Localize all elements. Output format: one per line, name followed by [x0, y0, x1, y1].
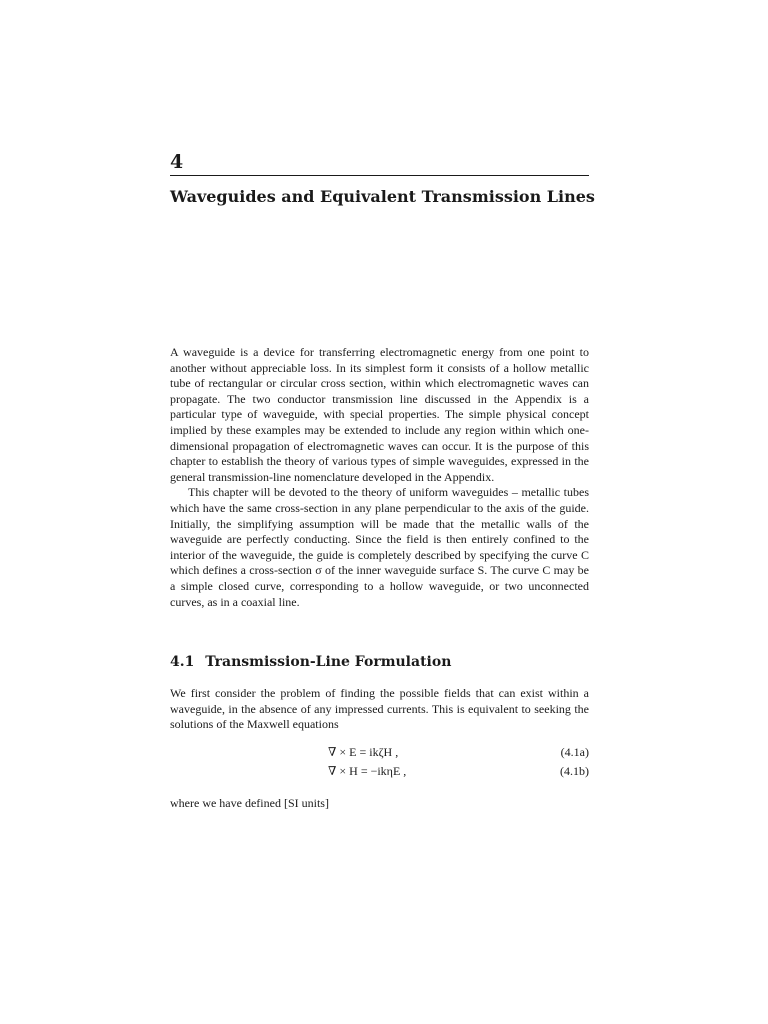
section-number: 4.1: [170, 654, 195, 670]
intro-paragraph-1: A waveguide is a device for transferring electromagnetic energy from one point to another without appreciable loss. In its simplest form it consists of a hollow metallic tube of rectangular or circular cross section, within which electromagnetic waves can propagate. The two conductor transmission line discussed in the Appendix is a particular type of waveguide, with special properties. The simple physical concept implied by these examples may be extended to include any region within which one-dimensional propagation of electromagnetic waves can occur. It is the purpose of this chapter to establish the theory of various types of simple waveguides, expressed in the general transmission-line nomenclature developed in the Appendix.: [170, 345, 589, 484]
equation-expression: ∇ × E = ikζH ,: [328, 745, 399, 759]
equation-expression: ∇ × H = −ikηE ,: [328, 764, 407, 778]
intro-text: [170, 345, 589, 610]
equation-tag: (4.1a): [560, 745, 589, 759]
chapter-title: Waveguides and Equivalent Transmission Lines: [170, 187, 595, 206]
equation-4-1a: [170, 743, 589, 761]
section-title: Transmission-Line Formulation: [205, 654, 452, 670]
equation-4-1b: [170, 762, 589, 780]
chapter-number: 4: [170, 151, 184, 173]
section-paragraph: We first consider the problem of finding the possible fields that can exist within a waveguide, in the absence of any impressed currents. This is equivalent to seeking the solutions of the Maxwell equations: [170, 686, 589, 732]
equation-tag: (4.1b): [560, 764, 589, 778]
section-heading: [170, 653, 589, 671]
intro-paragraph-2: This chapter will be devoted to the theory of uniform waveguides – metallic tubes which have the same cross-section in any plane perpendicular to the axis of the guide. Initially, the simplifying assumption will be made that the metallic walls of the waveguide are perfectly conducting. Since the field is then entirely confined to the interior of the waveguide, the guide is completely described by specifying the curve C which defines a cross-section σ of the inner waveguide surface S. The curve C may be a simple closed curve, corresponding to a hollow waveguide, or two unconnected curves, as in a coaxial line.: [170, 485, 589, 609]
section-text: [170, 686, 589, 733]
after-equations-text: where we have defined [SI units]: [170, 796, 329, 810]
chapter-rule: [170, 175, 589, 176]
